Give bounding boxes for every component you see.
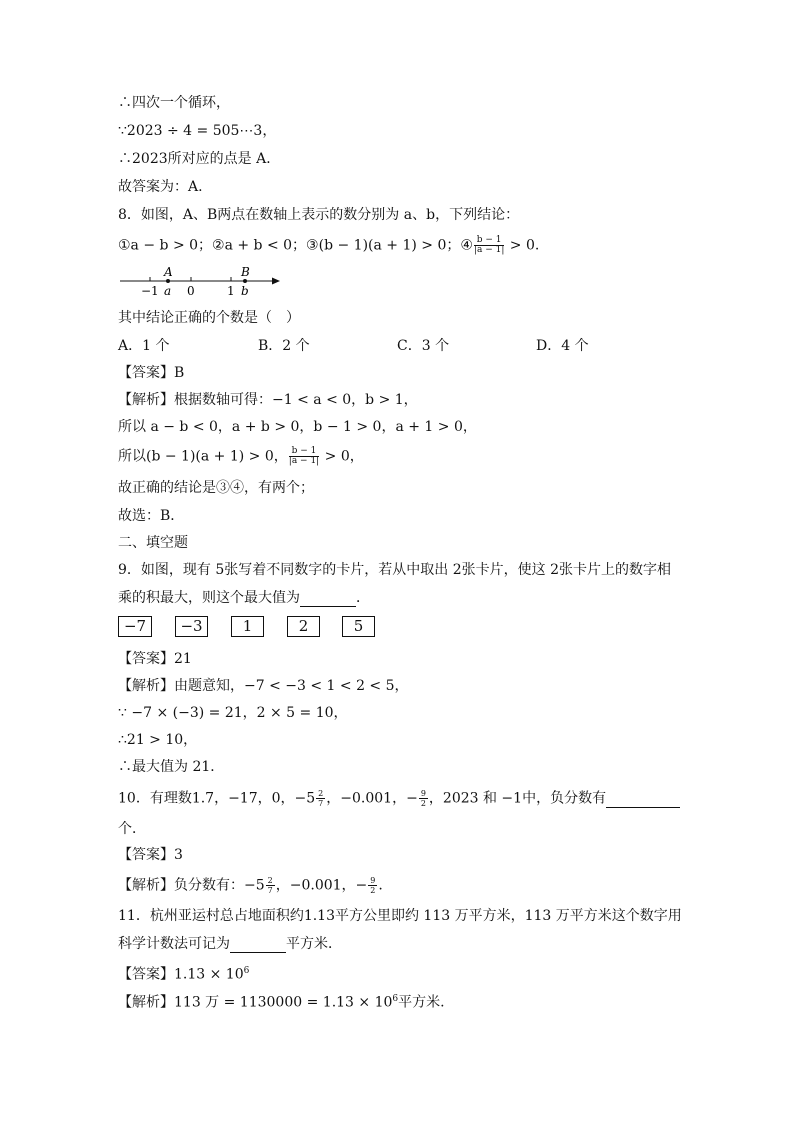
q8-conclusions: ①a − b > 0；②a + b < 0；③(b − 1)(a + 1) > 0；④ $\frac{b - 1}{|a - 1|}$ > 0. — [118, 235, 540, 255]
tick-label: 1 — [227, 284, 235, 298]
q9-stem: 乘的积最大，则这个最大值为 ． — [118, 590, 370, 606]
point-label-a: A — [164, 265, 173, 279]
q8-stem: 8．如图，A、B两点在数轴上表示的数分别为 a、b，下列结论： — [118, 207, 520, 223]
point-b — [243, 279, 247, 283]
q9-answer: 【答案】21 — [118, 651, 192, 667]
q9-solution-line: 【解析】由题意知，−7 < −3 < 1 < 2 < 5， — [118, 678, 409, 694]
option-a: A．1 个 — [118, 338, 170, 354]
fraction: $\frac{2}{7}$ — [318, 789, 324, 808]
point-a — [166, 279, 170, 283]
q8-solution-line: 【解析】根据数轴可得：−1 < a < 0，b > 1， — [118, 392, 418, 408]
point-label-b: B — [241, 265, 250, 279]
var-label-b: b — [241, 284, 249, 298]
text-line: ∵2023 ÷ 4 = 505⋯3， — [118, 123, 277, 139]
number-card: 1 — [231, 616, 264, 637]
tick-label: −1 — [141, 284, 159, 298]
number-line-figure — [118, 264, 288, 298]
q10-stem: 10．有理数1.7，−17，0，−5 $\frac{2}{7}$ ，−0.001，− $\frac{9}{2}$ ，2023 和 −1中，负分数有 — [118, 789, 680, 808]
number-card: −7 — [118, 616, 152, 637]
number-card: 5 — [342, 616, 375, 637]
fraction: $\frac{2}{7}$ — [267, 876, 273, 895]
q8-solution-line: 故正确的结论是③④，有两个； — [118, 480, 314, 496]
answer-blank — [606, 793, 680, 808]
q8-solution-line: 所以 a − b < 0，a + b > 0，b − 1 > 0，a + 1 > 0， — [118, 419, 477, 435]
tick-label: 0 — [187, 284, 195, 298]
number-card: 2 — [287, 616, 320, 637]
q9-solution-line: ∴最大值为 21． — [118, 759, 225, 775]
option-b: B．2 个 — [258, 338, 310, 354]
var-label-a: a — [164, 284, 172, 298]
text-line: ∴四次一个循环， — [118, 95, 230, 111]
q11-solution-line: 【解析】113 万 = $1130000 = 1.13 \times 10^6$平方米. — [118, 994, 445, 1011]
number-card: −3 — [175, 616, 208, 637]
section-heading: 二、填空题 — [118, 535, 188, 551]
q11-answer: 【答案】$1.13 \times 10^6$ — [118, 966, 250, 983]
fraction: $\frac{9}{2}$ — [370, 876, 376, 895]
fraction: $\frac{b - 1}{|a - 1|}$ — [473, 235, 505, 255]
q8-ask: 其中结论正确的个数是（ ） — [118, 310, 300, 326]
q9-solution-line: ∵ −7 × (−3) = 21，2 × 5 = 10， — [118, 705, 348, 721]
fraction: $\frac{9}{2}$ — [420, 789, 426, 808]
answer-blank — [230, 938, 286, 953]
q9-stem: 9．如图，现有 5张写着不同数字的卡片，若从中取出 2张卡片，使这 2张卡片上的数字相 — [118, 562, 671, 578]
option-d: D．4 个 — [536, 338, 589, 354]
q9-solution-line: ∴21 > 10， — [118, 732, 198, 748]
text-line: 故答案为：A. — [118, 179, 203, 195]
fraction: $\frac{b - 1}{|a - 1|}$ — [288, 446, 320, 466]
answer-blank — [300, 592, 356, 607]
q11-stem: 11．杭州亚运村总占地面积约1.13平方公里即约 113 万平方米，113 万平方米这个数字用 — [118, 908, 682, 924]
q10-answer: 【答案】3 — [118, 847, 183, 863]
q11-stem: 科学计数法可记为 平方米． — [118, 936, 342, 952]
q10-solution-line: 【解析】负分数有：−5 $\frac{2}{7}$ ，−0.001，− $\frac{9}{2}$ . — [118, 876, 383, 895]
q8-solution-line: 所以(b − 1)(a + 1) > 0， $\frac{b - 1}{|a - 1|}$ > 0， — [118, 446, 364, 466]
text-line: ∴2023所对应的点是 A． — [118, 151, 281, 167]
q8-solution-line: 故选：B． — [118, 508, 185, 524]
arrow-icon — [272, 278, 280, 285]
q10-stem: 个． — [118, 821, 146, 837]
q8-answer: 【答案】B — [118, 365, 185, 381]
option-c: C．3 个 — [397, 338, 450, 354]
